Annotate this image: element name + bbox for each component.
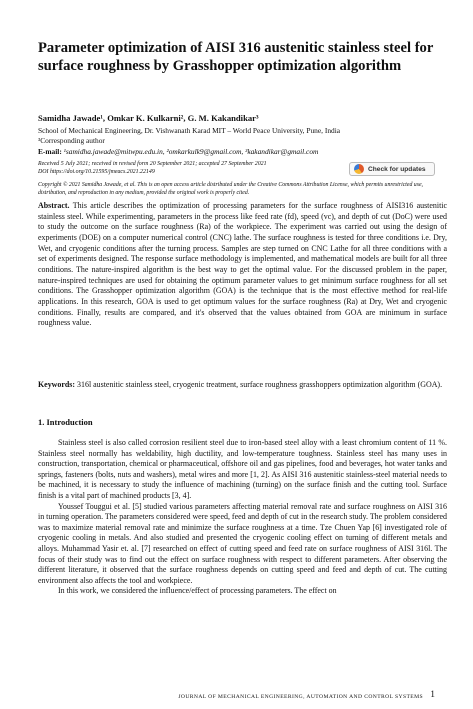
keywords <box>38 380 447 391</box>
check-for-updates-label: Check for updates <box>368 165 426 173</box>
article-dates <box>38 160 338 176</box>
affiliation-block <box>38 126 448 145</box>
abstract <box>38 201 447 329</box>
page-number: 1 <box>430 690 435 700</box>
check-for-updates-button[interactable] <box>349 162 435 176</box>
paragraph: In this work, we considered the influence/effect of processing parameters. The effect on <box>58 586 337 596</box>
paper-title: Parameter optimization of AISI 316 austenitic stainless steel for surface roughness by Grasshopper optimization algorithm <box>38 40 434 74</box>
author-list: Samidha Jawade¹, Omkar K. Kulkarni², G. M. Kakandikar³ <box>38 113 259 123</box>
email-row <box>38 147 448 156</box>
email-addresses[interactable]: ¹samidha.jawade@mitwpu.edu.in, ²omkarkulk9@gmail.com, ³kakandikar@gmail.com <box>63 147 319 156</box>
introduction-body <box>38 438 447 597</box>
paragraph: Stainless steel is also called corrosion resilient steel due to iron-based steel alloy with a least chromium content of 11 %. Stainless steel normally has weldability, high ductility, and low-temperature toughness. Stainless steel has many uses in construction, transportation, chemical or pharmaceutical, offshore oil and gas pipelines, food and beverages, hot water tanks and springs, fasteners (bolts, nuts and washers), metal wires and more [1, 2]. As AISI 316 austenitic stainless-steel material needs to be machined, it is necessary to study the influence of machining (turning) on the surface finish and the cutting tool. Surface finish is a vital part of machined products [3, 4]. <box>38 438 447 500</box>
journal-name: JOURNAL OF MECHANICAL ENGINEERING, AUTOMATION AND CONTROL SYSTEMS <box>178 694 423 700</box>
keywords-label: Keywords: <box>38 380 76 389</box>
paragraph: Youssef Touggui et al. [5] studied various parameters affecting material removal rate and surface roughness on AISI 316 in turning operation. The parameters considered were speed, feed and depth of cut in the research study. The problem considered was to maximize material removal rate and minimize the surface roughness at a time. Tze Chuen Yap [6] investigated role of cryogenic cooling in metals. And also studied and presented the cryogenic cooling effect on turning of different metals and alloys. Muhammad Yasir et. al. [7] researched on effect of cutting speed and feed rate on surface roughness of AISI 316l. The focus of their study was to find out the effect on surface roughness with respect to different parameters. After observing the different literature, it observed that the surface roughness depends on cutting speed and feed and depth of cut. The cutting environment also affects the tool and workpiece. <box>38 501 447 585</box>
corresponding-author-note: ³Corresponding author <box>38 135 105 145</box>
received-dates: Received 5 July 2021; received in revised form 20 September 2021; accepted 27 September 2021 <box>38 161 267 167</box>
abstract-label: Abstract. <box>38 201 70 210</box>
crossmark-icon <box>354 164 364 174</box>
abstract-text: This article describes the optimization of processing parameters for the surface roughness of AISI316 austenitic stainless steel. While experimenting, parameters in the process like feed rate (fd), speed (vc), and depth of cut (DoC) were used to study the outcome on the surface roughness (Ra) of the workpiece. The experiment was carried out using the design of experiments (DOE) on a computer numerical control (CNC) lathe. The surface roughness is tested for three conditions i.e. Dry, Wet, and cryogenic conditions after the turning process. Samples are step turned on CNC Lathe for all three conditions with a set of experiments designed. The response surface methodology is implemented, and mathematical models are built for all three conditions. The nature-inspired algorithm is the best way to get the optimal value. For the discussed problem in the paper, nature-inspired techniques are used for obtaining the optimum parameter values to get minimum surface roughness for all set conditions. The Grasshopper optimization algorithm (GOA) is the technique that is the most effective method for real-life applications. In this research, GOA is used to get optimum values for the surface roughness (Ra) at Dry, Wet and cryogenic conditions. Finally, results are compared, and it's observed that the values obtained from GOA are minimum in surface roughness value. <box>38 201 448 328</box>
copyright-notice: Copyright © 2021 Samidha Jawade, et al. This is an open access article distributed under the Creative Commons Attribution License, which permits unrestricted use, distribution, and reproduction in any medium, provided the original work is properly cited. <box>38 182 423 196</box>
section-heading-introduction: 1. Introduction <box>38 417 93 427</box>
email-label: E-mail: <box>38 147 62 156</box>
doi-link[interactable]: DOI https://doi.org/10.21595/jmeacs.2021.22149 <box>38 169 155 175</box>
affiliation: School of Mechanical Engineering, Dr. Vishwanath Karad MIT – World Peace University, Pune, India <box>38 126 341 135</box>
keywords-text: 316l austenitic stainless steel, cryogenic treatment, surface roughness grasshoppers optimization algorithm (GOA). <box>77 380 443 389</box>
